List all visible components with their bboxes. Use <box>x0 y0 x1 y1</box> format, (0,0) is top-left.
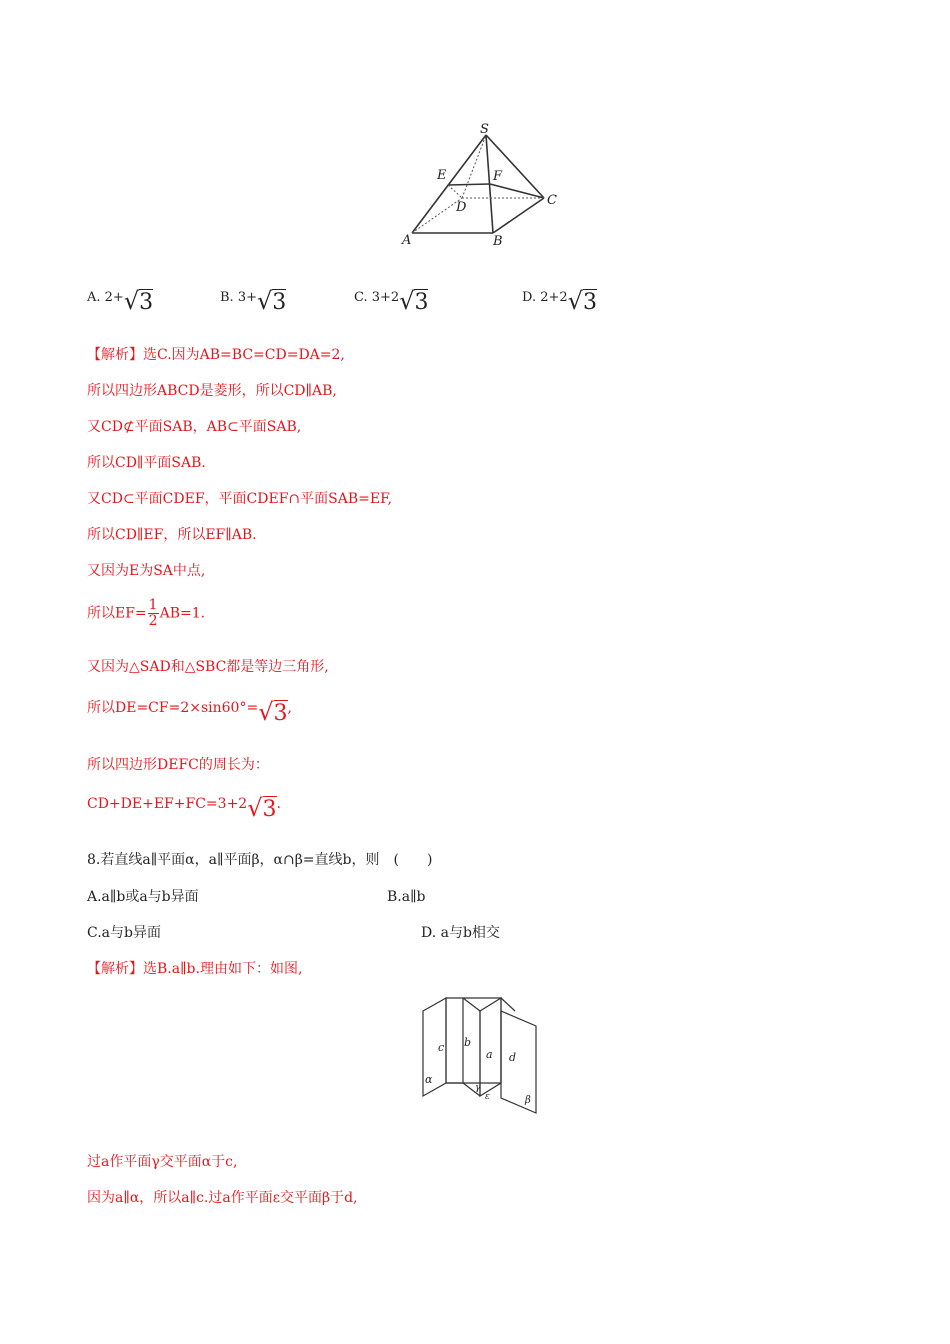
q7-solution-line-12: CD+DE+EF+FC=3+2√3. <box>87 794 281 822</box>
label-e: E <box>437 168 447 183</box>
option-a-prefix: A. 2+ <box>87 290 124 305</box>
planes-figure <box>418 993 542 1117</box>
label-f: F <box>493 169 503 184</box>
sqrt-icon: √3 <box>123 287 154 315</box>
label-beta: β <box>525 1095 531 1106</box>
option-a[interactable] <box>87 287 154 315</box>
fraction-one-half: $\frac{1}{2}$ <box>148 597 158 629</box>
sqrt-icon: √3 <box>258 698 288 726</box>
option-b-prefix: B. 3+ <box>220 290 257 305</box>
label-d: d <box>509 1051 517 1064</box>
q7-solution-line-5: 又CD⊂平面CDEF，平面CDEF∩平面SAB=EF, <box>87 491 393 507</box>
q7-solution-line-8: 所以EF= $\frac{1}{2}$ AB=1. <box>87 597 206 629</box>
q8-stem: 8.若直线a∥平面α，a∥平面β，α∩β=直线b，则 ( ) <box>87 852 433 868</box>
option-c-prefix: C. 3+2 <box>354 290 400 305</box>
label-a: A <box>402 233 412 248</box>
label-c: c <box>438 1041 445 1054</box>
option-b[interactable] <box>220 287 287 315</box>
q8-option-c[interactable]: C.a与b异面 <box>87 925 161 941</box>
q7-solution-line-7: 又因为E为SA中点, <box>87 563 206 579</box>
q8-solution-line-1: 【解析】选B.a∥b.理由如下：如图, <box>87 961 303 977</box>
solution-tag: 【解析】 <box>87 347 143 363</box>
q8-option-b[interactable]: B.a∥b <box>387 889 426 905</box>
sqrt-icon: √3 <box>399 287 429 315</box>
q7-solution-line-6: 所以CD∥EF，所以EF∥AB. <box>87 527 257 543</box>
label-s: S <box>480 122 489 137</box>
option-d-prefix: D. 2+2 <box>522 290 568 305</box>
option-c[interactable] <box>354 287 429 315</box>
q7-solution-line-10: 所以DE=CF=2×sin60°=√3, <box>87 698 292 726</box>
q8-option-d[interactable]: D. a与b相交 <box>421 925 500 941</box>
q7-solution-line-11: 所以四边形DEFC的周长为： <box>87 757 269 773</box>
sqrt-icon: √3 <box>256 287 287 315</box>
label-gamma: γ <box>475 1083 481 1093</box>
q8-option-a[interactable]: A.a∥b或a与b异面 <box>87 889 199 905</box>
sqrt-icon: √3 <box>247 794 277 822</box>
label-d: D <box>456 200 467 215</box>
pyramid-figure <box>395 120 565 255</box>
solution-tag: 【解析】 <box>87 961 143 977</box>
q8-solution-line-3: 因为a∥α，所以a∥c.过a作平面ε交平面β于d, <box>87 1190 358 1206</box>
q8-solution-line-2: 过a作平面γ交平面α于c, <box>87 1154 238 1170</box>
label-epsilon: ε <box>485 1092 490 1102</box>
label-b: B <box>493 234 503 249</box>
q7-solution-line-4: 所以CD∥平面SAB. <box>87 455 206 471</box>
q7-solution-line-2: 所以四边形ABCD是菱形，所以CD∥AB, <box>87 383 337 399</box>
sqrt-icon: √3 <box>567 287 597 315</box>
label-b: b <box>464 1036 472 1049</box>
option-d[interactable] <box>522 287 597 315</box>
q7-solution-line-9: 又因为△SAD和△SBC都是等边三角形, <box>87 659 329 675</box>
label-alpha: α <box>425 1073 433 1086</box>
q7-solution-line-3: 又CD⊄平面SAB，AB⊂平面SAB, <box>87 419 302 435</box>
q7-solution-line-1: 【解析】选C.因为AB=BC=CD=DA=2, <box>87 347 345 363</box>
label-a: a <box>486 1048 493 1061</box>
label-c: C <box>547 193 557 208</box>
